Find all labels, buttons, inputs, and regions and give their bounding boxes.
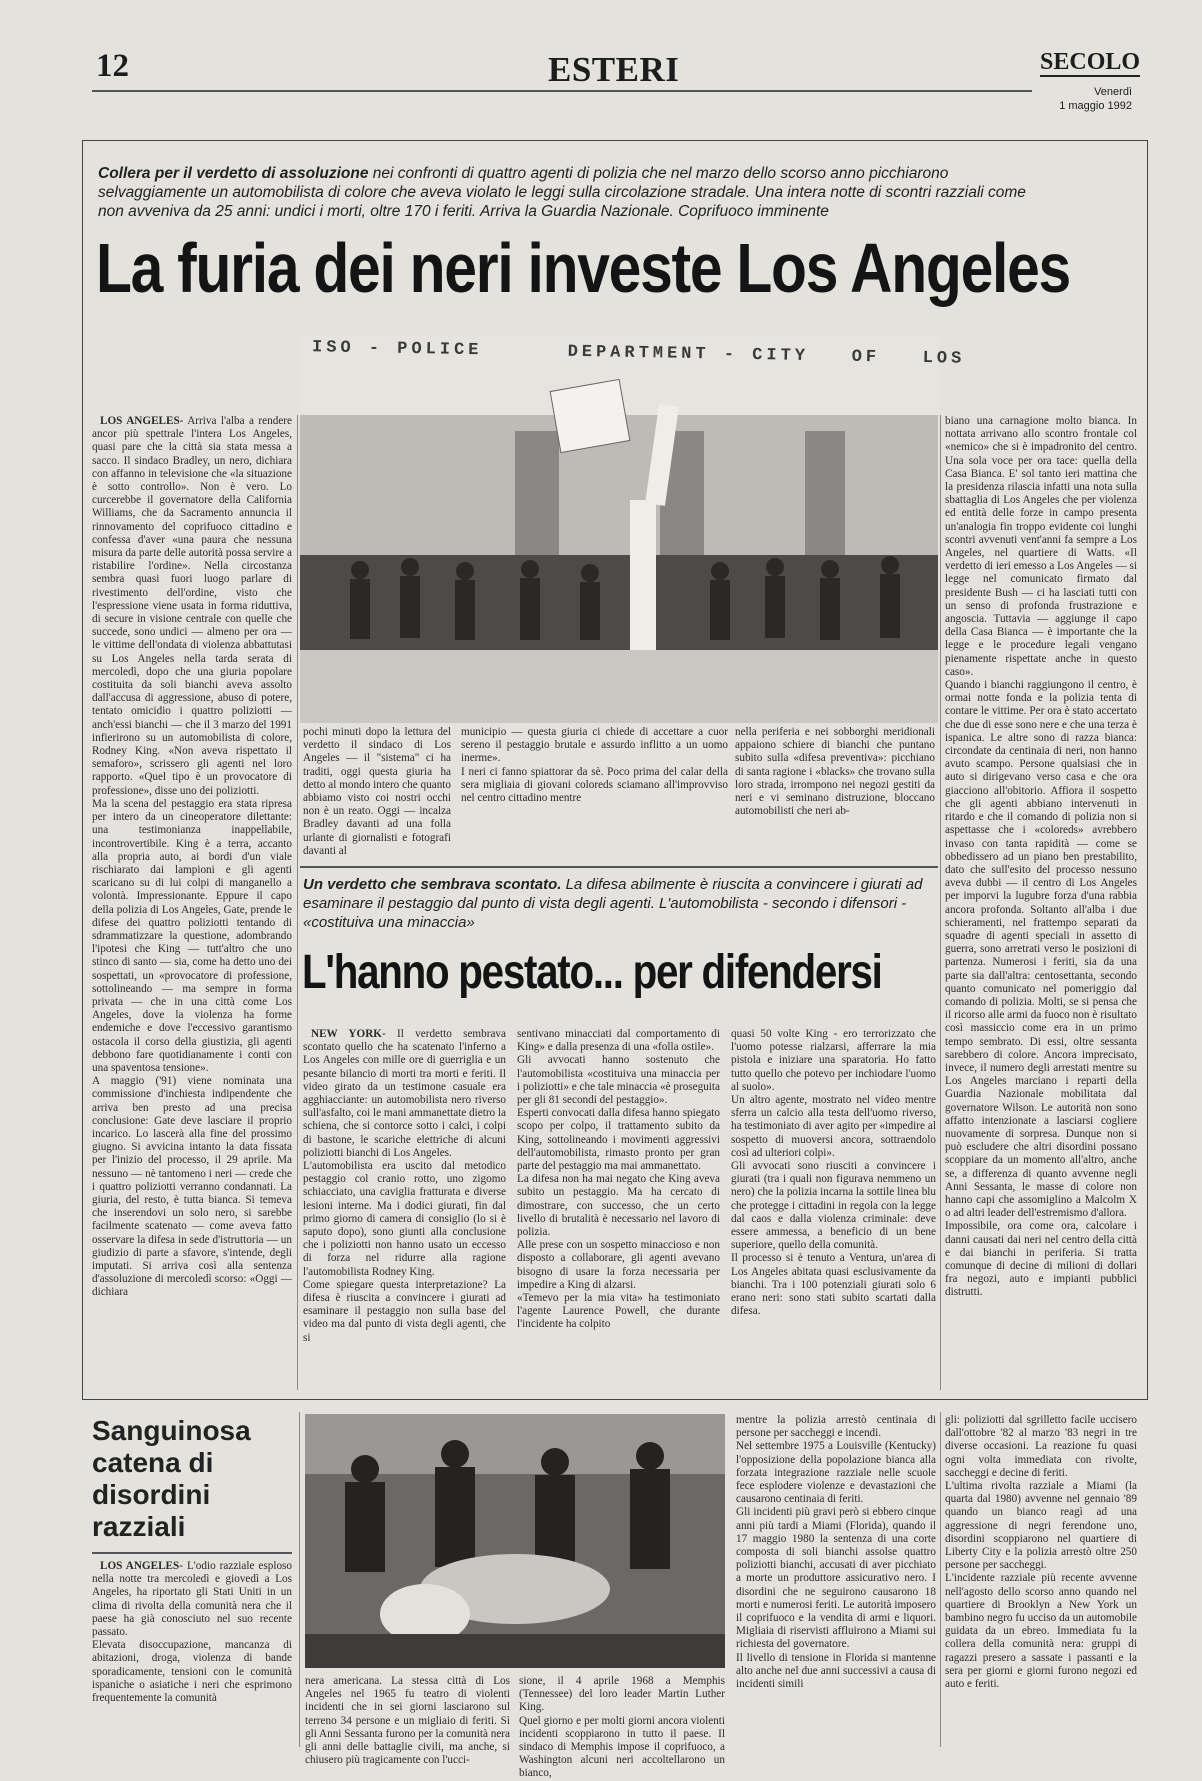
header-weekday: Venerdì — [1094, 86, 1132, 98]
sidebar-divider-2 — [940, 1412, 941, 1747]
main-col-1-text: - Arriva l'alba a rendere ancor più spettrale l'intera Los Angeles, quasi pare che la città sia stata messa a sacco. Il sindaco Bradley, un nero, dichiara con affanno in televisione che «la situazione è sotto controllo». Non è vero. Lo curcerebbe il governatore della California Williams, che da Sacramento annuncia il rinnovamento del coprifuoco cittadino e confessa d'aver «una paura che nessuna misura da parte delle autorità possa servire a ristabilire l'ordine». Nella circostanza sembra quasi fuori luogo parlare di rivestimento dell'ordine, visto che l'espressione viene usata in forma riduttiva, di secure in visione centrale con quelle che succede, sono undici — almeno per ora — le vittime dell'ondata di violenza abbattutasi su Los Angeles nella tarda serata di mercoledì, dopo che una giuria popolare costituita da soli bianchi aveva assolto dall'accusa di aggressione, abuso di potere, tentato omicidio i quattro poliziotti — anch'essi bianchi — che il 3 marzo del 1991 infierirono su un automobilista di colore, Rodney King. «Non aveva rispettato il semaforo», scrissero gli agenti nel loro rapporto. «Quel tipo è un provocatore di professione», disse uno dei poliziotti. Ma la scena del pestaggio era stata ripresa per intero da un cineoperatore dilettante: una testimonianza inappellabile, incontrovertibile. King è a terra, accanto alla propria auto, ai bordi d'un viale rischiarato dai lampioni e gli agenti scaricano su di lui colpi di manganello a volontà. Impressionante. Eppure il capo della polizia di Los Angeles, Gate, prende le difese dei quattro poliziotti tentando di sdrammatizzare la questione, adombrando l'ipotesi che King — tutt'altro che uno stinco di santo — sia, come ha detto uno dei sospettati, un «provocatore di professione, sottolineando — ma sempre in forma privata — che in una città come Los Angeles, dove la violenza ha forme endemiche e dove l'eccessivo garantismo ostacola il corso della giustizia, gli agenti debbono fare quotidianamente i conti con una spaventosa tensione». A maggio ('91) viene nominata una commissione d'inchiesta indipendente che arriva ben presto ad una precisa conclusione: Gate deve lasciare il proprio incarico. Lo lascerà alla fine del prossimo giugno. Si avvicina intanto la data fissata per l'inizio del processo, il 29 aprile. Ma nessuno — nè tantomeno i neri — crede che i quattro poliziotti verranno condannati. La giuria, del resto, è tutta bianca. Si temeva che inserendovi un solo nero, si sarebbe facilmente scatenato — come aveva fatto osservare la difesa in sede d'istruttoria — un giudizio di parte a sfavore, s'intende, degli imputati. Si arriva così alla sentenza d'assoluzione di mercoledì scorso: «Oggi — dichiara — [92, 415, 292, 1299]
second-dateline: NEW YORK — [311, 1028, 382, 1040]
sidebar-headline: Sanguinosa catena di disordini razziali — [92, 1415, 251, 1542]
second-story-top-rule — [300, 866, 938, 868]
photo-sign-text: ISO - POLICE DEPARTMENT - CITY OF LOS — [311, 338, 966, 369]
masthead-logo: SECOLO — [1040, 49, 1141, 75]
main-kicker-text: nei confronti di quattro agenti di polizia che nel marzo dello scorso anno picchiarono selvaggiamente un automobilista di colore che aveva violato le leggi sulla circolazione stradale. Una intera notte di scontri razziali come non avveniva da 25 anni: undici i morti, oltre 170 i feriti. Arriva la Guardia Nazionale. Coprifuoco imminente — [98, 165, 1026, 220]
main-col-3: municipio — questa giuria ci chiede di accettare a cuor sereno il pestaggio brutale e assurdo inflitto a un uomo inerme». I neri ci fanno spiattorar da sè. Poco prima del calar della sera migliaia di giovani coloreds sciamano all'improvviso nel centro cittadino mentre — [461, 726, 728, 805]
second-headline: L'hanno pestato... per difendersi — [302, 946, 882, 999]
section-title: ESTERI — [548, 50, 680, 89]
sidebar-col-5: gli: poliziotti dal sgrilletto facile uccisero dall'ottobre '82 al marzo '83 negri in tre diverse occasioni. La reazione fu quasi ogni volta immediata con rivolte, saccheggi e decine di feriti. L'ultima rivolta razziale a Miami (la quarta dal 1980) avvenne nel gennaio '89 quando un bianco reagì ad una aggressione di negri ferendone uno, disordini scoppiarono nel quartiere di Liberty City e la polizia arrestò oltre 250 persone per saccheggi. L'incidente razziale più recente avvenne nell'agosto dello scorso anno quando nel quartiere di Brooklyn a New York un bambino negro fu ucciso da un automobile guidata da un ebreo. Immediata fu la collera della comunità nera: gruppi di ragazzi presero a sassate i passanti e la sera per giorni e giorni furono negozi ed auto e feriti. — [945, 1414, 1137, 1691]
header-date: 1 maggio 1992 — [1059, 100, 1132, 112]
header-rule — [92, 90, 1032, 92]
sidebar-divider-1 — [299, 1412, 300, 1747]
main-headline: La furia dei neri investe Los Angeles — [96, 229, 1070, 307]
second-kicker-lead: Un verdetto che sembrava scontato. — [303, 876, 562, 893]
second-col-1-text: - Il verdetto sembrava scontato quello che ha scatenato l'inferno a Los Angeles con mille ore di guerriglia e un pesante bilancio di morti tra morti e feriti. Il video girato da un testimone casuale era agghiacciante: un automobilista nero riverso sull'asfalto, coi le mani ammanettate dietro la schiena, che si contorce sotto i calci, i colpi di bastone, le scariche elettriche di alcuni poliziotti bianchi di Los Angeles. L'automobilista era uscito dal metodico pestaggio col cranio rotto, uno zigomo schiacciato, una caviglia fratturata e diverse lesioni interne. Ma i dodici giurati, fin dal primo giorno di camera di consiglio (lo si è saputo dopo), sono giunti alla conclusione che i poliziotti non hanno usato un eccesso di forza nel ridurre alla ragione l'automobilista Rodney King. Come spiegare questa interpretazione? La difesa è riuscita a convincere i giurati ad esaminare il pestaggio non sulla base del video ma dal punto di vista degli agenti, che si — [303, 1028, 507, 1344]
main-col-5: biano una carnagione molto bianca. In nottata arrivano allo scontro frontale col «nemico» che si è impadronito del centro. Una sola voce per ora tace: quella della Casa Bianca. E' sol tanto ieri mattina che la presidenza rilascia infatti una nota sulla sbattaglia di Los Angeles che per violenza ed entità delle forze in campo presenta un'analogia fin troppo evidente coi lunghi scontri avvenuti vent'anni fa sempre a Los Angeles, nel quartiere di Watts. «Il verdetto di ieri emesso a Los Angeles — si legge nel comunicato firmato dal presidente Bush — ci ha lasciati tutti con un senso di profonda frustrazione e angoscia. Tuttavia — aggiunge il capo della Casa Bianca — è importante che la legge e le procedure legali vengano pienamente rispettate anche in questo caso». Quando i bianchi raggiungono il centro, è ormai notte fonda e la polizia tenta di contare le vittime. Per ora è stato accertato che due di esse sono nere e che una terza è ispanica. Le altre sono di razza bianca: circondate da centinaia di neri, non hanno avuto scampo. Persone qualsiasi che in auto si dirigevano verso casa e che ora giacciono all'obitorio. Affiora il sospetto che gli agenti abbiano intervenuti in ritardo e che il comando di polizia non si aspettasse che i «coloreds» avrebbero invaso con tanta rapidità — come se obbedissero ad un piano ben prestabilito, dato che sull'esito del processo nessuno aveva dubbi — il centro di Los Angeles per imporvi la lugubre forza d'una rabbia ancora profonda. Soltanto all'alba i due schieramenti, nel frattempo separati da squadre di agenti speciali in assetto di guerra, sono arretrati verso le posizioni di partenza. Numerosi i feriti, sia da una parte sia dall'altra: centosettanta, secondo quanto comunicato nel pomeriggio dal comando di polizia. Molti, se si pensa che il ricorso alle armi da fuoco non è risultato così massiccio come era in un primo tempo sembrato. Di essi, oltre sessanta sarebbero di colore. Ancora imprecisato, invece, il numero degli arrestati mentre su Los Angeles marciano i reparti della Guardia Nazionale mobilitata dal governatore Wilson. Le autorità non sono affatto intenzionate a lasciarsi cogliere nuovamente di sorpresa. Dunque non si può escludere che altri disordini possano scoppiare da un momento all'altro, anche se, a differenza di quanto avvenne negli Anni Sessanta, le masse di colore non hanno capi che assomiglino a Malcolm X o ad altri leader dell'estremismo d'allora. Impossibile, ora come ora, calcolare i danni causati dai neri nel centro della città e dai bianchi in periferia. Si tratta comunque di decine di milioni di dollari fra negozi, auto e impianti pubblici distrutti. — [945, 415, 1138, 1299]
sidebar-col-1 — [92, 1560, 292, 1745]
sidebar-col-3: sione, il 4 aprile 1968 a Memphis (Tennessee) del loro leader Martin Luther King. Quel giorno e per molti giorni ancora violenti incidenti scoppiarono in tutto il paese. Il sindaco di Memphis impose il coprifuoco, a Washington alcuni neri accoltellarono un bianco, — [519, 1675, 725, 1780]
main-col-4: nella periferia e nei sobborghi meridionali appaiono schiere di bianchi che puntano subito sulla «difesa preventiva»: picchiano di santa ragione i «blacks» che trovano sulla loro strada, irrompono nei negozi gestiti da neri e vi seminano distruzione, bloccano automobilisti che neri ab- — [735, 726, 935, 818]
main-dateline: LOS ANGELES — [100, 415, 180, 427]
sidebar-col-4: mentre la polizia arrestò centinaia di persone per saccheggi e incendi. Nel settembre 1975 a Louisville (Kentucky) l'opposizione della popolazione bianca alla forzata integrazione razziale nelle scuole fece esplodere violenze e devastazioni che causarono centinaia di feriti. Gli incidenti più gravi però si ebbero cinque anni più tardi a Miami (Florida), quando il 17 maggio 1980 la sentenza di una corte composta di soli bianchi assolse quattro poliziotti bianchi, accusati di aver picchiato a morte un produttore assicurativo nero. I disordini che ne seguirono causarono 18 morti e numerosi feriti. Le autorità imposero il coprifuoco e la vendita di armi e liquori. Migliaia di riservisti affluirono a Miami sui richiesta del governatore. Il livello di tensione in Florida si mantenne alto anche nel due anni successivi a causa di incidenti simili — [736, 1414, 936, 1691]
second-kicker — [303, 875, 938, 932]
second-kicker-text: La difesa abilmente è riuscita a convincere i giurati ad esaminare il pestaggio dal punto di vista degli agenti. L'automobilista - secondo i difensori - «costituiva una minaccia» — [303, 876, 923, 931]
sidebar-dateline: LOS ANGELES — [100, 1560, 180, 1572]
police-line-photo — [300, 335, 938, 723]
second-col-3: quasi 50 volte King - ero terrorizzato che l'uomo potesse rialzarsi, afferrare la mia pistola e iniziare una sparatoria. Ho fatto tutto quello che potevo per inchiodare l'uomo al suolo». Un altro agente, mostrato nel video mentre sferra un calcio alla testa dell'uomo riverso, ha testimoniato di aver agito per «impedire al sospetto di muoversi ancora, sottraendolo così ad ulteriori colpi». Gli avvocati sono riusciti a convincere i giurati (tra i quali non figurava nemmeno un nero) che la polizia incarna la sottile linea blu che protegge i cittadini in regola con la legge dal caos e dalla violenza criminale: deve essere ammessa, a beneficio di un bene superiore, quello della comunità. Il processo si è tenuto a Ventura, un'area di Los Angeles abitata quasi esclusivamente da bianchi. Tra i 100 potenziali giurati solo 6 erano neri: sono stati subito scartati dalla difesa. — [731, 1028, 936, 1318]
second-col-1 — [303, 1028, 506, 1390]
main-kicker — [98, 164, 1038, 221]
main-photo — [300, 335, 938, 723]
sidebar-col-1-text: - L'odio razziale esploso nella notte tra mercoledì e giovedì a Los Angeles, ha riportato gli Stati Uniti in un clima di rivolta della comunità nera che il paese ha già conosciuto nel suo recente passato. Elevata disoccupazione, mancanza di abitazioni, droga, violenza di bande sporadicamente, tensioni con le comunità ispaniche o asiatiche i neri che esprimono frequentemente la comunità — [92, 1560, 292, 1705]
second-col-2: sentivano minacciati dal comportamento di King» e dalla presenza di una «folla ostile». Gli avvocati hanno sostenuto che l'automobilista «costituiva una minaccia per i poliziotti» e che tale minaccia «è proseguita per gli 81 secondi del pestaggio». Esperti convocati dalla difesa hanno spiegato scopo per colpo, il trattamento subito da King, sottolineando i movimenti aggressivi dell'automobilista, rimasto pronto per gran parte del pestaggio ma mai ammanettato. La difesa non ha mai negato che King aveva subito un pestaggio. Ma ha cercato di dimostrare, con successo, che un certo livello di brutalità è necessario nel lavoro di polizia. Alle prese con un sospetto minaccioso e non disposto a collaborare, gli agenti avevano bisogno di usare la forza necessaria per impedire a King di alzarsi. «Temevo per la mia vita» ha testimoniato l'agente Laurence Powell, che durante l'incidente ha colpito — [517, 1028, 720, 1331]
col-divider-right — [940, 415, 941, 1390]
main-kicker-lead: Collera per il verdetto di assoluzione — [98, 165, 369, 182]
sidebar-photo — [305, 1414, 725, 1668]
riot-arrest-photo — [305, 1414, 725, 1668]
sidebar-col-2: nera americana. La stessa città di Los Angeles nel 1965 fu teatro di violenti incidenti che in sei giorni lasciarono sul terreno 34 persone e un migliaio di feriti. Sì gli Anni Sessanta furono per la comunità nera gli anni delle battaglie civili, ma anche, si chiusero più tragicamente con l'ucci- — [305, 1675, 510, 1767]
main-col-2: pochi minuti dopo la lettura del verdetto il sindaco di Los Angeles — il "sistema" ci ha traditi, oggi questa giuria ha detto al mondo intero che quanto abbiamo visto coi nostri occhi non è un reato. Oggi — incalza Bradley davanti ad una folla urlante di giornalisti e fotografi davanti al — [303, 726, 451, 857]
page-number: 12 — [96, 48, 129, 84]
main-col-1 — [92, 415, 292, 1392]
sidebar-headline-rule — [92, 1552, 292, 1554]
col-divider-left — [297, 415, 298, 1390]
